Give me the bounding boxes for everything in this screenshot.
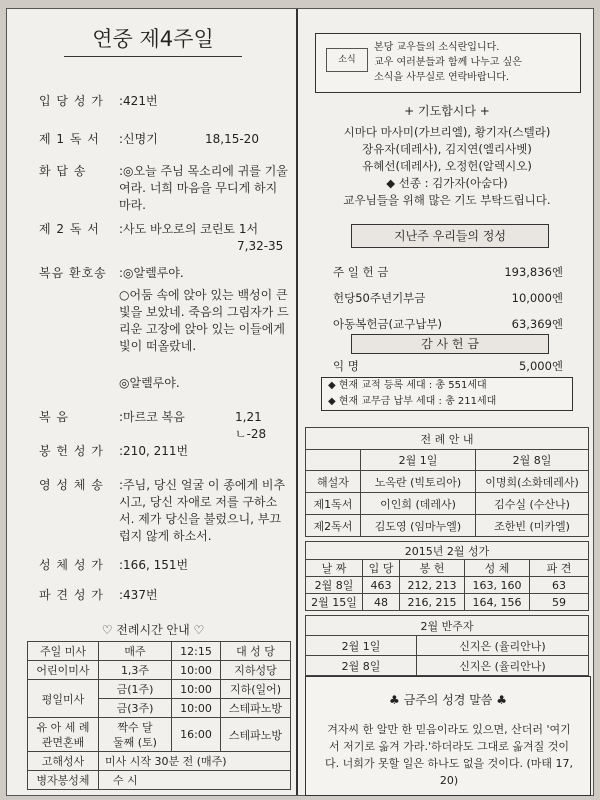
table-cell: 이명희(소화데레사) bbox=[476, 471, 589, 493]
offering-name: 헌당50주년기부금 bbox=[333, 291, 426, 305]
table-cell: 163, 160 bbox=[465, 577, 530, 594]
prayer-line: 유혜선(데레사), 오정헌(알렉시오) bbox=[362, 159, 532, 173]
table-cell: 2월 15일 bbox=[306, 594, 363, 611]
table-cell: 제2독서 bbox=[306, 515, 361, 537]
table-cell: 금(3주) bbox=[99, 699, 172, 718]
order-label: 파 견 성 가 bbox=[39, 588, 104, 602]
order-label: 복음 환호송 bbox=[39, 266, 107, 280]
baptism-week: 둘째 (토) bbox=[113, 735, 157, 749]
order-value: 주님, 당신 얼굴 이 종에게 비추시고, 당신 자애로 저를 구하소서. 제가 당신을 불렀으니, 부끄럽지 않게 하소서. bbox=[119, 478, 286, 543]
table-cell: 수 시 bbox=[99, 771, 291, 790]
offering-value: 5,000엔 bbox=[518, 359, 563, 373]
table-row bbox=[306, 636, 589, 656]
left-column: 연중 제4주일 입 당 성 가 :421번 제 1 독 서 :신명기 18,15-20 화 답 송 :◎오늘 주님 목소리에 귀를 기울여라. 너희 마음을 무디게 하지 마라. 제 2 독 서 :사도 바오로의 코린토 1서 7,32-35 복음 환호송 :◎알렐루야. ○어둠 속에 앉아 있는 백성이 큰 빛을 보았네. 죽음의 그림자가 드리운 고장에 앉아 있는 이들에게 빛이 떠올랐네. ◎알렐루야. 복 음 :마르코 복음 1,21ㄴ-28 봉 헌 성 가 :210, 211번 영 성 체 송 :주님, 당신 얼굴 이 종에게 비추시고, 당신 자애로 저를 구하소서. 제가 당신을 불렀으니, 부끄럽지 않게 하소서. 성 체 성 가 :166, 151번 파 견 성 가 :437번 ♡ 전례시간 안내 ♡ 주일 미사 매주 12:15 대 성 당 어린이미사 1,3주 10:00 지하성당 평일미사 금(1주) 10:00 지하(일어) 금(3주) 10:00 스테파노방 유 아 세 례 관면혼배 짝수 달 둘째 (토) 16:00 스테파노방 고해성사 미사 시작 30분 전 (매주) 병자봉성체 수 시 bbox=[17, 19, 289, 57]
order-extra: 1,21ㄴ-28 bbox=[235, 410, 267, 441]
order-value: ◎오늘 주님 목소리에 귀를 기울여라. 너희 마음을 무디게 하지 마라. bbox=[119, 164, 288, 212]
table-row bbox=[306, 594, 589, 611]
bible-verse-text: 겨자씨 한 알만 한 믿음이라도 있으면, 산더러 '여기서 저기로 옮겨 가라.'하더라도 그대로 옮겨질 것이다. 너희가 못할 일은 하나도 없을 것이다. (마태 17, 20) bbox=[324, 723, 574, 787]
table-cell: 어린이미사 bbox=[28, 661, 99, 680]
order-value: 421번 bbox=[123, 94, 158, 108]
order-label: 제 1 독 서 bbox=[39, 132, 100, 146]
order-label: 입 당 성 가 bbox=[39, 94, 104, 108]
offering-name: 주 일 헌 금 bbox=[333, 265, 389, 279]
order-value: ◎알렐루야. bbox=[119, 376, 180, 390]
order-label: 성 체 성 가 bbox=[39, 558, 104, 572]
table-cell: 10:00 bbox=[172, 661, 221, 680]
table-row bbox=[28, 752, 291, 771]
order-value: 166, 151번 bbox=[123, 558, 189, 572]
table-cell: 미사 시작 30분 전 (매주) bbox=[99, 752, 291, 771]
table-row bbox=[306, 450, 589, 471]
offering-value: 193,836엔 bbox=[504, 265, 563, 279]
prayer-line: 장유자(데레사), 김지연(엘리사벳) bbox=[362, 142, 532, 156]
table-row bbox=[28, 771, 291, 790]
table-row bbox=[306, 493, 589, 515]
server-table bbox=[305, 615, 589, 676]
title-underline bbox=[64, 56, 242, 57]
table-cell: 2월 8일 bbox=[306, 577, 363, 594]
prayer-line: 교우님들을 위해 많은 기도 부탁드립니다. bbox=[343, 193, 551, 207]
order-value: 신명기 bbox=[123, 132, 158, 146]
notice-line: 교우 여러분들과 함께 나누고 싶은 bbox=[374, 57, 522, 68]
prayer-section bbox=[305, 103, 589, 209]
table-header: 2월 반주자 bbox=[306, 616, 589, 636]
table-cell: 신지은 (율리안나) bbox=[417, 656, 589, 676]
order-value: 210, 211번 bbox=[123, 444, 189, 458]
table-cell: 스테파노방 bbox=[221, 699, 291, 718]
notice-text bbox=[374, 40, 522, 85]
table-row bbox=[306, 577, 589, 594]
notice-box bbox=[315, 33, 581, 93]
offering-name: 익 명 bbox=[333, 359, 359, 373]
hymn-table bbox=[305, 541, 589, 611]
order-label: 영 성 체 송 bbox=[39, 478, 104, 492]
column-divider bbox=[296, 9, 298, 795]
table-cell: 해설자 bbox=[306, 471, 361, 493]
order-value: 437번 bbox=[123, 588, 158, 602]
thanks-offering-title: 감 사 헌 금 bbox=[351, 334, 549, 354]
table-cell bbox=[99, 718, 172, 752]
table-cell: 212, 213 bbox=[400, 577, 465, 594]
table-row bbox=[28, 680, 291, 699]
table-cell: 2월 8일 bbox=[476, 450, 589, 471]
table-cell: 금(1주) bbox=[99, 680, 172, 699]
offering-value: 63,369엔 bbox=[511, 317, 563, 331]
table-cell: 164, 156 bbox=[465, 594, 530, 611]
order-extra: 7,32-35 bbox=[237, 239, 284, 253]
table-cell: 노옥란 (빅토리아) bbox=[361, 471, 476, 493]
table-cell: 입 당 bbox=[363, 560, 400, 577]
marriage-label: 관면혼배 bbox=[41, 735, 85, 749]
household-line: ◆ 현재 교무금 납부 세대 : 총 211세대 bbox=[328, 396, 497, 407]
bulletin-page bbox=[6, 8, 594, 796]
order-label: 복 음 bbox=[39, 410, 69, 424]
order-label: 제 2 독 서 bbox=[39, 222, 100, 236]
table-cell: 2월 1일 bbox=[361, 450, 476, 471]
offering-name: 아동복헌금(교구납부) bbox=[333, 317, 442, 331]
order-value: 사도 바오로의 코린토 1서 bbox=[123, 222, 259, 236]
bible-verse-title: ♣ 금주의 성경 말씀 ♣ bbox=[389, 693, 507, 707]
offering-value: 10,000엔 bbox=[511, 291, 563, 305]
table-cell: 조한빈 (미카엘) bbox=[476, 515, 589, 537]
table-cell: 날 짜 bbox=[306, 560, 363, 577]
offering-section bbox=[321, 224, 573, 376]
table-cell: 성 체 bbox=[465, 560, 530, 577]
table-row bbox=[306, 560, 589, 577]
table-cell bbox=[28, 718, 99, 752]
prayer-line: ◆ 선종 : 김가자(아숨다) bbox=[386, 176, 508, 190]
table-row bbox=[306, 471, 589, 493]
household-line: ◆ 현재 교적 등록 세대 : 총 551세대 bbox=[328, 380, 487, 391]
table-cell: 파 견 bbox=[530, 560, 589, 577]
mass-schedule-title: ♡ 전례시간 안내 ♡ bbox=[101, 623, 205, 637]
table-cell: 주일 미사 bbox=[28, 642, 99, 661]
notice-line: 소식을 사무실로 연락바랍니다. bbox=[374, 72, 510, 83]
table-row bbox=[28, 661, 291, 680]
table-cell: 463 bbox=[363, 577, 400, 594]
table-cell: 제1독서 bbox=[306, 493, 361, 515]
table-header: 2015년 2월 성가 bbox=[306, 542, 589, 560]
table-cell: 216, 215 bbox=[400, 594, 465, 611]
table-row bbox=[306, 656, 589, 676]
order-extra: 18,15-20 bbox=[205, 132, 259, 146]
offering-title: 지난주 우리들의 정성 bbox=[351, 224, 549, 248]
table-header: 전 례 안 내 bbox=[306, 428, 589, 450]
page-title: 연중 제4주일 bbox=[92, 27, 214, 51]
table-row bbox=[306, 428, 589, 450]
order-value: ◎알렐루야. bbox=[123, 266, 184, 280]
table-cell: 평일미사 bbox=[28, 680, 99, 718]
order-label: 봉 헌 성 가 bbox=[39, 444, 104, 458]
table-row bbox=[306, 542, 589, 560]
table-cell: 지하(일어) bbox=[221, 680, 291, 699]
table-cell: 지하성당 bbox=[221, 661, 291, 680]
table-row bbox=[306, 515, 589, 537]
table-cell: 16:00 bbox=[172, 718, 221, 752]
bible-verse-box bbox=[305, 676, 591, 796]
table-cell: 2월 8일 bbox=[306, 656, 417, 676]
order-value: ○어둠 속에 앉아 있는 백성이 큰 빛을 보았네. 죽음의 그림자가 드리운 고장에 앉아 있는 이들에게 빛이 떠올랐네. bbox=[119, 288, 289, 353]
prayer-title: + 기도합시다 + bbox=[404, 104, 490, 118]
table-row bbox=[306, 616, 589, 636]
table-cell: 이인희 (데레사) bbox=[361, 493, 476, 515]
table-cell: 48 bbox=[363, 594, 400, 611]
order-label: 화 답 송 bbox=[39, 164, 87, 178]
table-cell: 63 bbox=[530, 577, 589, 594]
table-cell: 10:00 bbox=[172, 699, 221, 718]
table-cell: 김도영 (임마누엘) bbox=[361, 515, 476, 537]
table-cell: 병자봉성체 bbox=[28, 771, 99, 790]
baptism-label: 유 아 세 례 bbox=[36, 720, 90, 734]
liturgy-table bbox=[305, 427, 589, 537]
table-cell: 스테파노방 bbox=[221, 718, 291, 752]
table-cell: 12:15 bbox=[172, 642, 221, 661]
mass-schedule-table bbox=[27, 641, 291, 790]
table-cell: 1,3주 bbox=[99, 661, 172, 680]
table-row bbox=[28, 642, 291, 661]
household-box bbox=[321, 377, 573, 411]
table-cell bbox=[306, 450, 361, 471]
order-value: 마르코 복음 bbox=[123, 410, 185, 424]
table-cell: 봉 헌 bbox=[400, 560, 465, 577]
notice-line: 본당 교우들의 소식란입니다. bbox=[374, 42, 500, 53]
table-cell: 대 성 당 bbox=[221, 642, 291, 661]
table-cell: 10:00 bbox=[172, 680, 221, 699]
table-cell: 59 bbox=[530, 594, 589, 611]
baptism-month: 짝수 달 bbox=[117, 720, 153, 734]
notice-logo: 소식 bbox=[326, 48, 368, 72]
table-cell: 김수실 (수산나) bbox=[476, 493, 589, 515]
table-cell: 고해성사 bbox=[28, 752, 99, 771]
prayer-line: 시마다 마사미(가브리엘), 황기자(스텔라) bbox=[343, 125, 551, 139]
table-row bbox=[28, 718, 291, 752]
table-cell: 신지은 (율리안나) bbox=[417, 636, 589, 656]
table-cell: 매주 bbox=[99, 642, 172, 661]
table-cell: 2월 1일 bbox=[306, 636, 417, 656]
